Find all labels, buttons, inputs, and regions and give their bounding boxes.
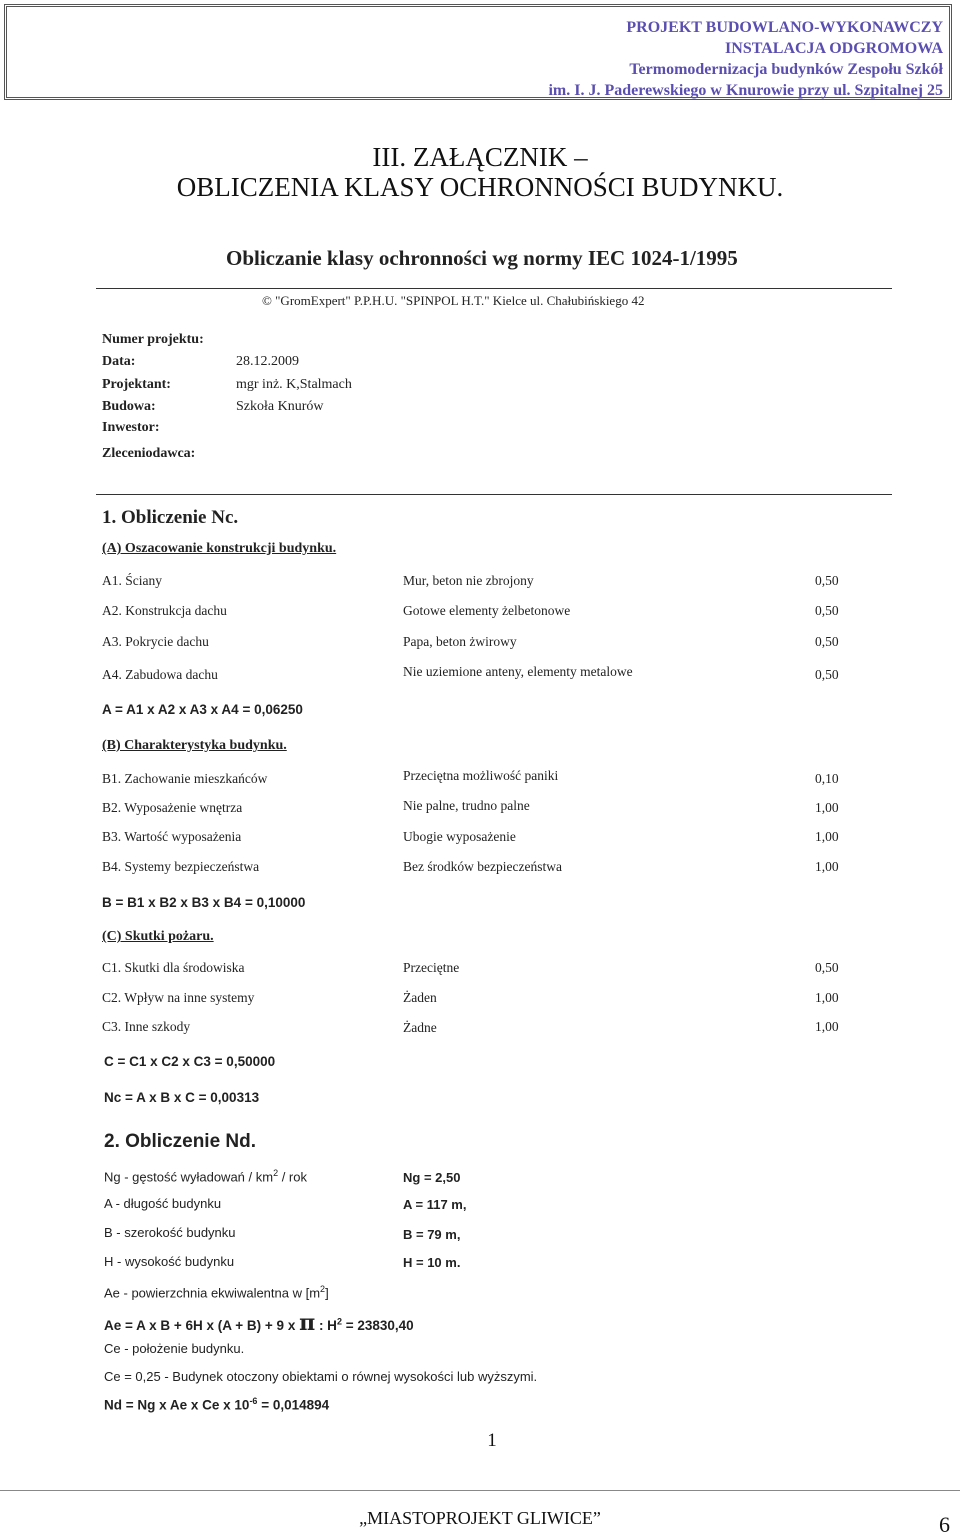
- report-title: Obliczanie klasy ochronności wg normy IEC 1024-1/1995: [226, 246, 738, 270]
- row-value: 0,10: [815, 771, 839, 786]
- nd-param-value: Ng = 2,50: [403, 1170, 461, 1185]
- meta-value: 28.12.2009: [236, 354, 299, 369]
- row-name: A2. Konstrukcja dachu: [102, 603, 227, 618]
- row-value: 0,50: [815, 603, 839, 618]
- row-value: 1,00: [815, 829, 839, 844]
- title-rule: [96, 288, 892, 289]
- row-value: 1,00: [815, 990, 839, 1005]
- header-line-4: im. I. J. Paderewskiego w Knurowie przy ul. Szpitalnej 25: [548, 82, 943, 99]
- meta-label: Numer projektu:: [102, 332, 204, 347]
- section-1-title: 1. Obliczenie Nc.: [102, 507, 239, 528]
- meta-label: Budowa:: [102, 399, 156, 414]
- inner-page-number: 1: [487, 1430, 497, 1451]
- row-desc: Gotowe elementy żelbetonowe: [403, 603, 571, 618]
- header-line-1: PROJEKT BUDOWLANO-WYKONAWCZY: [626, 19, 943, 36]
- row-desc: Żadne: [403, 1020, 437, 1035]
- row-desc: Bez środków bezpieczeństwa: [403, 859, 562, 874]
- appendix-subtitle: OBLICZENIA KLASY OCHRONNOŚCI BUDYNKU.: [176, 172, 784, 202]
- section-2-title: 2. Obliczenie Nd.: [104, 1131, 257, 1152]
- footer-rule: [0, 1490, 960, 1491]
- appendix-title: III. ZAŁĄCZNIK –: [372, 142, 588, 172]
- row-name: B3. Wartość wyposażenia: [102, 829, 242, 844]
- formula-c: C = C1 x C2 x C3 = 0,50000: [104, 1054, 276, 1069]
- ae-formula: Ae = A x B + 6H x (A + B) + 9 x π : $H^2 = 23830,40$: [104, 1310, 414, 1336]
- row-name: B1. Zachowanie mieszkańców: [102, 771, 268, 786]
- nd-param-label: B - szerokość budynku: [104, 1225, 236, 1240]
- row-value: 1,00: [815, 859, 839, 874]
- row-value: 1,00: [815, 1019, 839, 1034]
- row-name: A3. Pokrycie dachu: [102, 634, 209, 649]
- row-desc: Nie uziemione anteny, elementy metalowe: [403, 664, 633, 679]
- row-name: A1. Ściany: [102, 573, 162, 588]
- row-value: 0,50: [815, 634, 839, 649]
- formula-b: B = B1 x B2 x B3 x B4 = 0,10000: [102, 895, 306, 910]
- row-name: A4. Zabudowa dachu: [102, 667, 218, 682]
- nd-result: Nd = Ng x Ae x Ce x $10^{-6} = 0,014894$: [104, 1396, 330, 1413]
- row-desc: Przeciętna możliwość paniki: [403, 768, 559, 783]
- nd-param-label: A - długość budynku: [104, 1196, 222, 1211]
- group-c-heading: (C) Skutki pożaru.: [102, 929, 214, 944]
- meta-rule: [96, 494, 892, 495]
- row-desc: Nie palne, trudno palne: [403, 798, 530, 813]
- nd-param-value: B = 79 m,: [403, 1227, 461, 1242]
- row-value: 1,00: [815, 800, 839, 815]
- footer-page-number: 6: [939, 1512, 950, 1537]
- meta-label: Zleceniodawca:: [102, 446, 196, 461]
- meta-label: Data:: [102, 354, 136, 369]
- nd-param-label: Ng - gęstość wyładowań / $km^2$ / rok: [104, 1168, 307, 1185]
- row-desc: Mur, beton nie zbrojony: [403, 573, 534, 588]
- row-desc: Żaden: [403, 990, 437, 1005]
- row-desc: Papa, beton żwirowy: [403, 634, 517, 649]
- meta-label: Inwestor:: [102, 420, 160, 435]
- copyright-line: © "GromExpert" P.P.H.U. "SPINPOL H.T." Kielce ul. Chałubińskiego 42: [262, 293, 645, 308]
- pi-symbol: π: [299, 1310, 316, 1336]
- nd-param-value: A = 117 m,: [403, 1197, 467, 1212]
- ce-label: Ce - położenie budynku.: [104, 1341, 245, 1356]
- nd-param-label: H - wysokość budynku: [104, 1254, 235, 1269]
- group-b-heading: (B) Charakterystyka budynku.: [102, 738, 287, 753]
- row-value: 0,50: [815, 573, 839, 588]
- header-line-2: INSTALACJA ODGROMOWA: [725, 40, 943, 57]
- footer-company: „MIASTOPROJEKT GLIWICE”: [359, 1508, 601, 1528]
- group-a-heading: (A) Oszacowanie konstrukcji budynku.: [102, 541, 337, 556]
- meta-value: Szkoła Knurów: [236, 399, 324, 414]
- meta-value: mgr inż. K,Stalmach: [236, 377, 352, 392]
- formula-a: A = A1 x A2 x A3 x A4 = 0,06250: [102, 702, 303, 717]
- row-name: C3. Inne szkody: [102, 1019, 191, 1034]
- row-name: B2. Wyposażenie wnętrza: [102, 800, 243, 815]
- nd-param-value: H = 10 m.: [403, 1255, 461, 1270]
- nc-result: Nc = A x B x C = 0,00313: [104, 1090, 260, 1105]
- row-name: C2. Wpływ na inne systemy: [102, 990, 255, 1005]
- ce-value: Ce = 0,25 - Budynek otoczony obiektami o równej wysokości lub wyższymi.: [104, 1369, 538, 1384]
- header-line-3: Termomodernizacja budynków Zespołu Szkół: [629, 61, 943, 78]
- row-desc: Przeciętne: [403, 960, 460, 975]
- meta-label: Projektant:: [102, 377, 171, 392]
- row-name: B4. Systemy bezpieczeństwa: [102, 859, 260, 874]
- row-value: 0,50: [815, 960, 839, 975]
- ae-label: Ae - powierzchnia ekwiwalentna w $[m^2]$: [104, 1284, 329, 1301]
- row-value: 0,50: [815, 667, 839, 682]
- row-desc: Ubogie wyposażenie: [403, 829, 516, 844]
- row-name: C1. Skutki dla środowiska: [102, 960, 245, 975]
